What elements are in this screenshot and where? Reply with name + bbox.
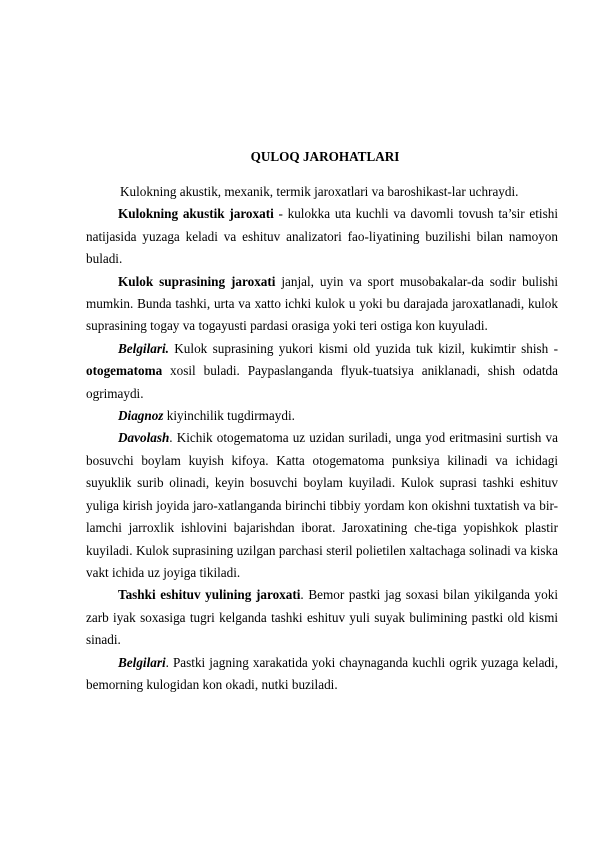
paragraph-text: xosil buladi. Paypaslanganda flyuk-tuatsiya aniklanadi, shish odatda ogrimaydi. [86, 363, 558, 401]
paragraph-text: kiyinchilik tugdirmaydi. [163, 408, 295, 424]
spacer [86, 168, 558, 181]
bold-italic-term: Belgilari [118, 654, 166, 670]
paragraph [86, 405, 558, 427]
bold-italic-term: Davolash [118, 430, 170, 446]
bold-italic-term: Diagnoz [118, 408, 164, 424]
document-page [86, 146, 558, 696]
bold-term: Tashki eshituv yulining jaroxati [118, 587, 301, 603]
paragraph-text: . Kichik otogematoma uz uzidan suriladi, unga yod eritmasini surtish va bosuvchi boylam kuyish kifoya. Katta otogematoma punksiya kilinadi va ichidagi suyuklik surib olinadi, keyin bosuvchi boylam kuyiladi. Kulok suprasi tashki eshituv yuliga kirish joyida jaro-xatlanganda birinchi tibbiy yordam kon okishni tuxtatish va bir-lamchi jarroxlik ishlovini bajarishdan iborat. Jaroxatining che-tiga yopishkok plastir kuyiladi. Kulok suprasining uzilgan parchasi steril polietilen xaltachaga solinadi va kiska vakt ichida uz joyiga tikiladi. [86, 430, 558, 580]
bold-term: Kulokning akustik jaroxati [118, 206, 274, 222]
paragraph-text: - kulokka uta kuchli va davomli tovush ta’sir etishi natijasida yuzaga keladi va eshituv analizatori fao-liyatining buzilishi bilan namoyon buladi. [86, 206, 558, 267]
document-body [86, 181, 558, 696]
paragraph [86, 652, 558, 697]
paragraph [86, 271, 558, 338]
paragraph [86, 427, 558, 584]
bold-italic-term: Belgilari. [118, 340, 169, 356]
bold-term: Kulok suprasining jaroxati [118, 273, 276, 289]
paragraph [86, 338, 558, 405]
paragraph [86, 584, 558, 651]
paragraph-text: . Pastki jagning xarakatida yoki chaynaganda kuchli ogrik yuzaga keladi, bemorning kulogidan kon okadi, nutki buziladi. [86, 654, 558, 692]
paragraph [86, 181, 558, 203]
paragraph [86, 203, 558, 270]
paragraph-text: janjal, uyin va sport musobakalar-da sodir bulishi mumkin. Bunda tashki, urta va xatto ichki kulok u yoki bu darajada jaroxatlanadi, kulok suprasining togay va togayusti pardasi orasiga yoki teri ostiga kon kuyuladi. [86, 273, 558, 334]
paragraph-text: Kulok suprasining yukori kismi old yuzida tuk kizil, kukimtir shish - [168, 340, 558, 356]
page-title: QULOQ JAROHATLARI [250, 149, 400, 164]
bold-term: otogematoma [86, 363, 163, 379]
paragraph-text: Kulokning akustik, mexanik, termik jaroxatlari va baroshikast-lar uchraydi. [120, 184, 519, 199]
paragraph-text: . Bemor pastki jag soxasi bilan yikilganda yoki zarb iyak soxasiga tugri kelganda tashki eshituv yuli suyak bulimining pastki old kismi sinadi. [86, 587, 558, 648]
